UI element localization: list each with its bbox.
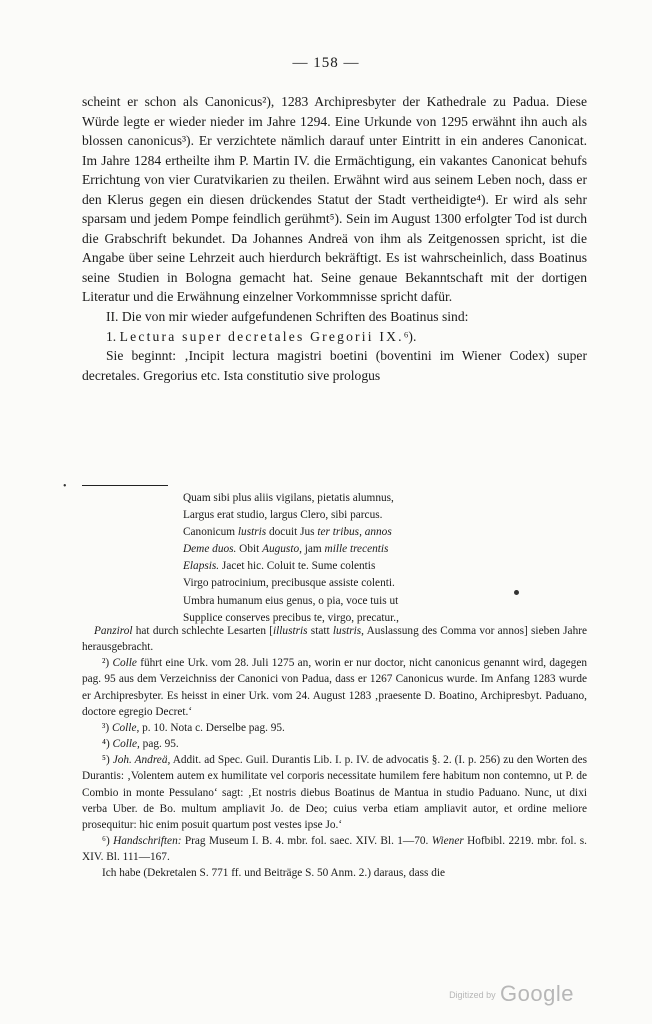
watermark-label: Digitized by [449, 990, 496, 1000]
incipit-line-2: Codex) super decretales. Gregorius etc. Ista constitutio sive prologus [82, 348, 587, 383]
footnotes [82, 623, 587, 882]
ink-spot [514, 590, 519, 595]
paragraph-incipit [82, 346, 587, 385]
poem-line: Canonicum lustris docuit Jus ter tribus, annos [183, 526, 392, 539]
poem-line: Virgo patrocinium, precibusque assiste colenti. [183, 577, 395, 590]
heading-footnote-ref: ⁶). [403, 328, 417, 344]
paragraph-boatinus-career: scheint er schon als Canonicus²), 1283 Archipresbyter der Kathedrale zu Padua. Diese Würde legte er wieder nieder im Jahre 1294. Eine Urkunde von 1295 erwähnt ihn auch als blossen canonicus³). Er verzichtete nämlich darauf unter Eintritt in ein anderes Canonicat. Im Jahre 1284 ertheilte ihm P. Martin IV. die Ermächtigung, ein vakantes Canonicat behufs Errichtung von vier Curatvikarien zu theilen. Erwähnt wird aus seinem Leben noch, dass er den Klerus gegen ein diesen drückendes Statut der Stadt vertheidigte⁴). Er wird als sehr sparsam und jedem Pompe feindlich gerühmt⁵). Sein im August 1300 erfolgter Tod ist durch die Grabschrift bekundet. Da Johannes Andreä von ihm als Zeitgenossen spricht, ist die Angabe über seine Lehrzeit auch hierdurch bekräftigt. Es ist wahrscheinlich, dass Boatinus seine Studien in Bologna gemacht hat. Seine genaue Bekanntschaft mit der dortigen Literatur und die Erwähnung einzelner Vorkommnisse spricht dafür. [82, 94, 587, 305]
margin-mark: • [63, 481, 67, 492]
footnote-5: ⁵) Joh. Andreä, Addit. ad Spec. Guil. Durantis Lib. I. p. IV. de advocatis §. 2. (I. p. 256) zu den Worten des Durantis: ‚Volentem autem ex humilitate vel corporis necessitate humilem fere habitum non contemno, ut P. de Combio in monte Pessulano‘ sagt: ‚Et nostris diebus Boatinus de Mantua in studio Paduano. Nunc, ut dixi verba Uber. de Bo. multum ampliavit Jo. de Deo; cuius verba etiam ampliavit autor, et ordine meliore prosequitur: hic enim posuit quartum post vestes ipse Jo.‘ [82, 754, 587, 831]
google-logo: Google [500, 981, 574, 1006]
paragraph-writings-intro: II. Die von mir wieder aufgefundenen Schriften des Boatinus sind: [106, 309, 469, 325]
poem-line: Elapsis. Jacet hic. Coluit te. Sume colentis [183, 560, 376, 573]
footnote-4: ⁴) Colle, pag. 95. [102, 738, 179, 751]
footnote-2: ²) Colle führt eine Urk. vom 28. Juli 1275 an, worin er nur doctor, nicht canonicus genannt wird, dagegen pag. 95 aus dem Verzeichniss der Canonici von Padua, dass er 1267 Canonicus wurde. Im Anfang 1283 wurde er Archipresbyter. Es heisst in einer Urk. vom 24. August 1283 ‚praesente D. Boatino, Archipresbyt. Paduano, doctore egregio Decret.‘ [82, 657, 587, 718]
epitaph-poem [183, 490, 513, 627]
heading-number: 1. [106, 328, 117, 344]
footnote-3: ³) Colle, p. 10. Nota c. Derselbe pag. 95. [102, 721, 285, 734]
section-heading-lectura [82, 327, 587, 347]
footnote-6: ⁶) Handschriften: Prag Museum I. B. 4. mbr. fol. saec. XIV. Bl. 1—70. Wiener Hofbibl. 2219. mbr. fol. s. XIV. Bl. 111—167. [82, 835, 587, 864]
poem-line: Supplice conserves precibus te, virgo, precatur., [183, 611, 399, 624]
main-text [82, 92, 587, 385]
footnote-continuation: Panzirol hat durch schlechte Lesarten [illustris statt lustris, Auslassung des Comma vor annos] sieben Jahre herausgebracht. [82, 625, 587, 654]
incipit-line-1: Sie beginnt: ‚Incipit lectura magistri boetini (boventini im Wiener [106, 348, 502, 364]
heading-title: Lectura super decretales Gregorii IX. [119, 328, 404, 344]
page-number: — 158 — [292, 55, 360, 71]
digitized-by-watermark [449, 981, 574, 1007]
poem-line: Quam sibi plus aliis vigilans, pietatis alumnus, [183, 492, 394, 504]
footnote-divider [82, 485, 168, 486]
footnote-closing-line: Ich habe (Dekretalen S. 771 ff. und Beiträge S. 50 Anm. 2.) daraus, dass die [102, 867, 446, 880]
poem-line: Deme duos. Obit Augusto, jam mille trecentis [183, 543, 389, 556]
poem-line: Umbra humanum eius genus, o pia, voce tuis ut [183, 594, 399, 607]
poem-line: Largus erat studio, largus Clero, sibi parcus. [183, 509, 383, 522]
